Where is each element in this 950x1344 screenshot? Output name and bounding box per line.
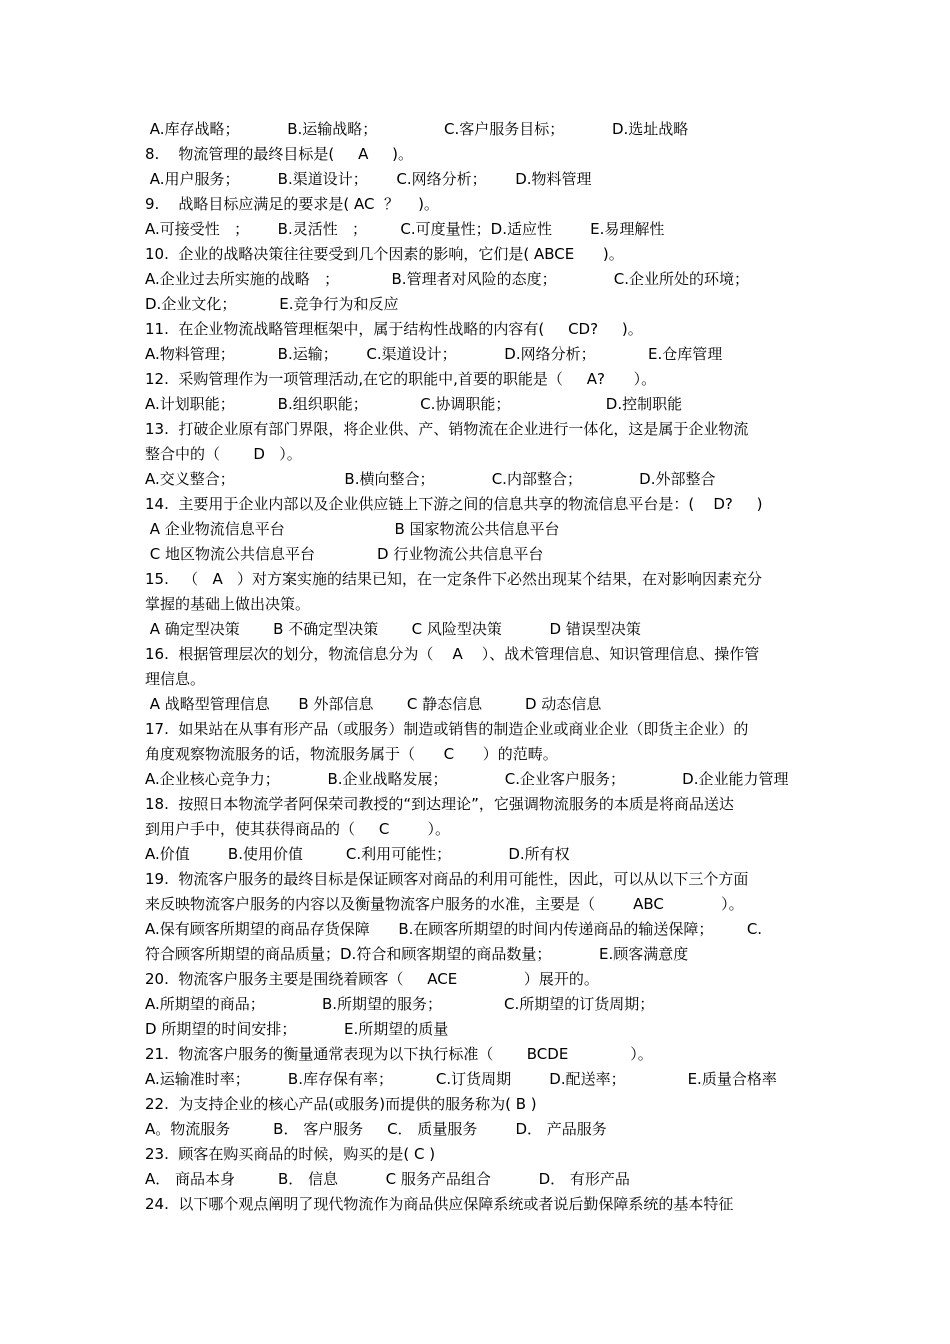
text-line: 19. 物流客户服务的最终目标是保证顾客对商品的利用可能性，因此，可以从以下三个方面 [145,870,749,888]
text-line: 符合顾客所期望的商品质量；D.符合和顾客期望的商品数量； E.顾客满意度 [145,945,689,963]
text-line: D 所期望的时间安排； E.所期望的质量 [145,1020,449,1038]
text-line: C 地区物流公共信息平台 D 行业物流公共信息平台 [145,545,544,563]
text-line: D.企业文化； E.竞争行为和反应 [145,295,399,313]
text-line: 18. 按照日本物流学者阿保荣司教授的“到达理论”，它强调物流服务的本质是将商品送达 [145,795,734,813]
text-line: A.用户服务； B.渠道设计； C.网络分析； D.物料管理 [145,170,592,188]
text-line: A.企业核心竞争力； B.企业战略发展； C.企业客户服务； D.企业能力管理 [145,770,789,788]
text-line: A.可接受性 ； B.灵活性 ； C.可度量性；D.适应性 E.易理解性 [145,220,665,238]
text-line: A.所期望的商品； B.所期望的服务； C.所期望的订货周期； [145,995,655,1013]
text-line: A 战略型管理信息 B 外部信息 C 静态信息 D 动态信息 [145,695,602,713]
text-line: 24. 以下哪个观点阐明了现代物流作为商品供应保障系统或者说后勤保障系统的基本特征 [145,1195,734,1213]
text-line: 9. 战略目标应满足的要求是( AC ？ )。 [145,195,439,213]
text-line: 来反映物流客户服务的内容以及衡量物流客户服务的水准，主要是（ ABC ）。 [145,895,744,913]
text-line: A 确定型决策 B 不确定型决策 C 风险型决策 D 错误型决策 [145,620,641,638]
text-line: 20. 物流客户服务主要是围绕着顾客（ ACE ）展开的。 [145,970,599,988]
text-line: 12. 采购管理作为一项管理活动,在它的职能中,首要的职能是（ A? ）。 [145,370,657,388]
text-line: 21. 物流客户服务的衡量通常表现为以下执行标准（ BCDE ）。 [145,1045,653,1063]
text-line: 整合中的（ D ）。 [145,445,302,463]
text-line: A.企业过去所实施的战略 ； B.管理者对风险的态度； C.企业所处的环境； [145,270,750,288]
text-line: 到用户手中，使其获得商品的（ C ）。 [145,820,450,838]
text-line: 理信息。 [145,670,206,688]
text-line: A.物料管理； B.运输； C.渠道设计； D.网络分析； E.仓库管理 [145,345,723,363]
text-line: 掌握的基础上做出决策。 [145,595,311,613]
text-line: A.价值 B.使用价值 C.利用可能性； D.所有权 [145,845,570,863]
text-line: A.交义整合； B.横向整合； C.内部整合； D.外部整合 [145,470,716,488]
text-line: 14. 主要用于企业内部以及企业供应链上下游之间的信息共享的物流信息平台是：( D? ) [145,495,763,513]
text-line: 8. 物流管理的最终目标是( A )。 [145,145,414,163]
text-line: 角度观察物流服务的话，物流服务属于（ C ）的范畴。 [145,745,558,763]
text-line: 10. 企业的战略决策往往要受到几个因素的影响，它们是( ABCE )。 [145,245,624,263]
text-line: 11. 在企业物流战略管理框架中，属于结构性战略的内容有( CD? )。 [145,320,643,338]
text-line: 17. 如果站在从事有形产品（或服务）制造或销售的制造企业或商业企业（即货主企业）的 [145,720,749,738]
text-line: A。物流服务 B． 客户服务 C． 质量服务 D． 产品服务 [145,1120,607,1138]
text-line: 13. 打破企业原有部门界限，将企业供、产、销物流在企业进行一体化，这是属于企业物流 [145,420,749,438]
text-line: 23. 顾客在购买商品的时候，购买的是( C ) [145,1145,436,1163]
text-line: A.计划职能； B.组织职能； C.协调职能； D.控制职能 [145,395,683,413]
text-line: 16. 根据管理层次的划分，物流信息分为（ A ）、战术管理信息、知识管理信息、操作管 [145,645,760,663]
text-line: 15. （ A ）对方案实施的结果已知，在一定条件下必然出现某个结果，在对影响因素充分 [145,570,763,588]
text-line: A.运输准时率； B.库存保有率； C.订货周期 D.配送率； E.质量合格率 [145,1070,777,1088]
text-line: A.保有顾客所期望的商品存货保障 B.在顾客所期望的时间内传递商品的输送保障； C. [145,920,763,938]
text-line: A.库存战略； B.运输战略； C.客户服务目标； D.选址战略 [145,120,689,138]
text-line: 22. 为支持企业的核心产品(或服务)而提供的服务称为( B ) [145,1095,537,1113]
text-line: A． 商品本身 B． 信息 C 服务产品组合 D． 有形产品 [145,1170,630,1188]
text-line: A 企业物流信息平台 B 国家物流公共信息平台 [145,520,560,538]
question-list [145,117,810,1217]
